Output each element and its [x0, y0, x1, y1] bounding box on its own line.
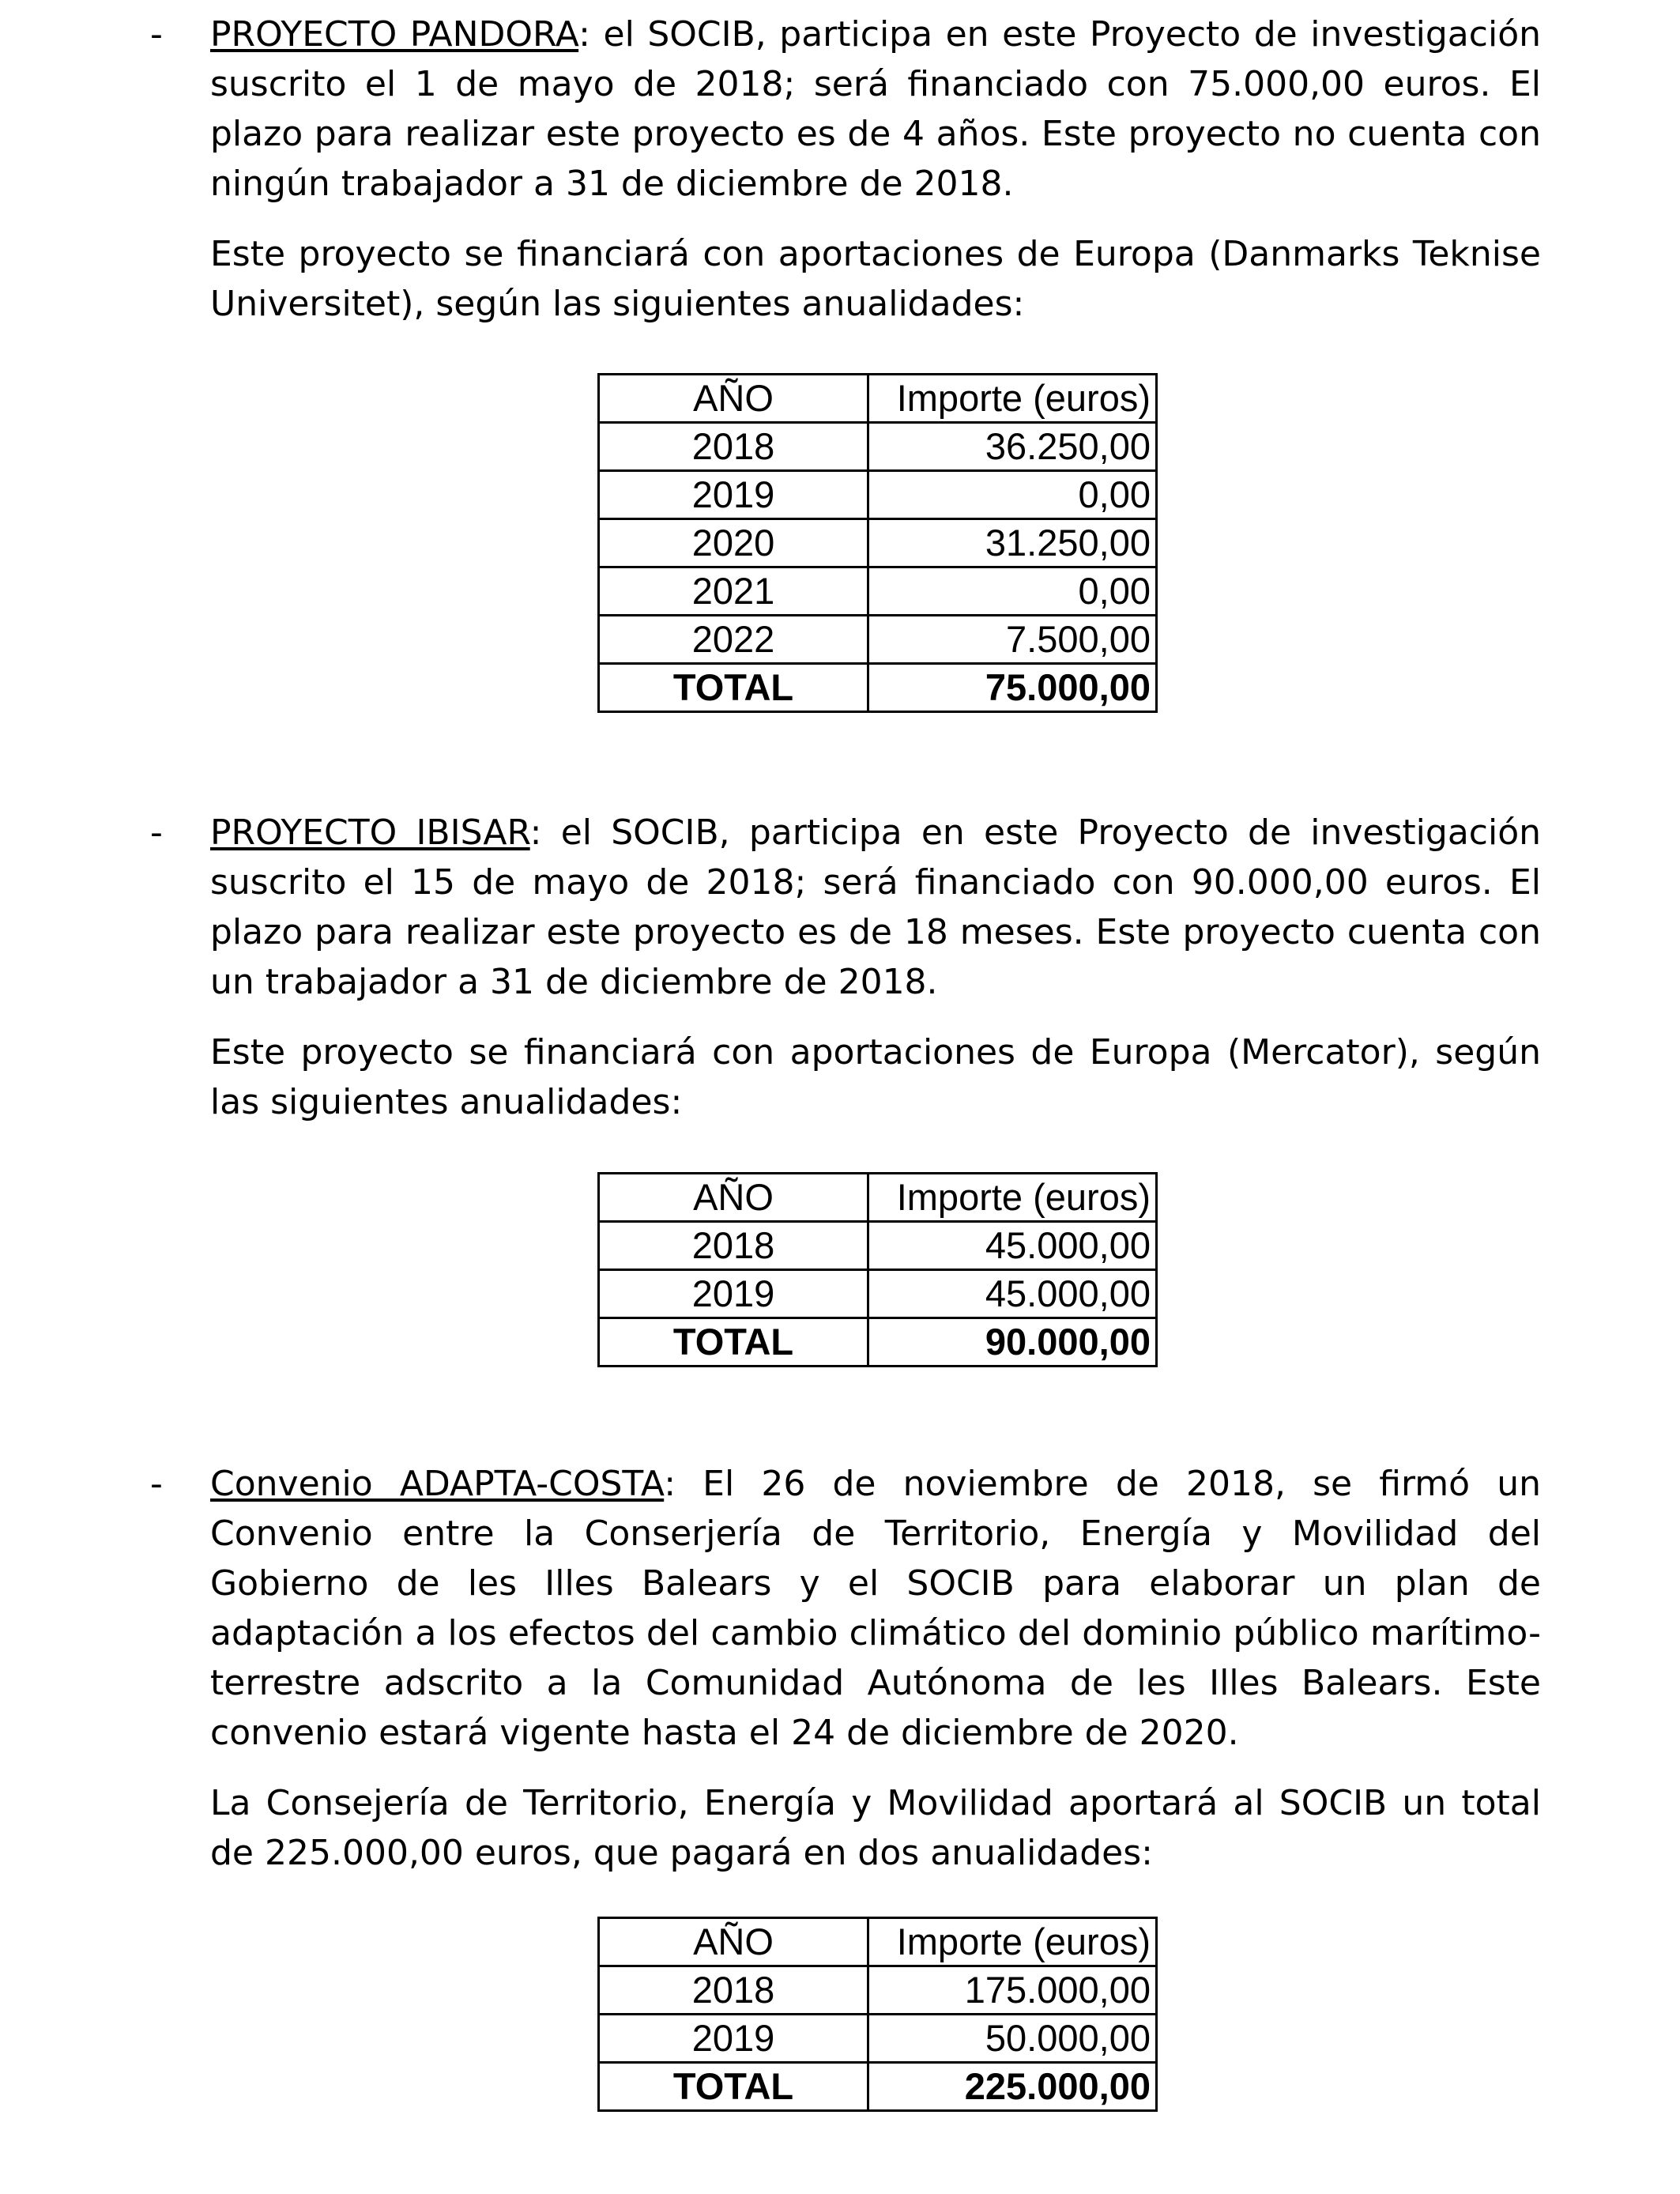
year-header: AÑO [599, 375, 868, 423]
table-row [599, 1222, 1157, 1270]
total-label: TOTAL [599, 664, 868, 712]
table-row [599, 567, 1157, 616]
section-title: Convenio ADAPTA-COSTA [210, 1464, 665, 1504]
list-dash: - [150, 812, 163, 853]
year-header: AÑO [599, 1918, 868, 1966]
total-amount: 225.000,00 [868, 2063, 1157, 2111]
amount-header: Importe (euros) [868, 1918, 1157, 1966]
total-label: TOTAL [599, 2063, 868, 2111]
year-header: AÑO [599, 1174, 868, 1222]
table-header-row [599, 1174, 1157, 1222]
year-cell: 2018 [599, 1222, 868, 1270]
amount-cell: 0,00 [868, 567, 1157, 616]
annuities-table-pandora [597, 373, 1158, 713]
annuities-table-adapta-costa [597, 1917, 1158, 2112]
section-adapta-costa [150, 1459, 1541, 1878]
amount-cell: 45.000,00 [868, 1270, 1157, 1318]
year-cell: 2019 [599, 2015, 868, 2063]
year-cell: 2018 [599, 1966, 868, 2015]
table-total-row [599, 2063, 1157, 2111]
amount-cell: 7.500,00 [868, 616, 1157, 664]
amount-cell: 31.250,00 [868, 519, 1157, 567]
section-text: : el SOCIB, participa en este Proyecto de investigación suscrito el 15 de mayo de 2018; será financiado con 90.000,00 euros. El plazo para realizar este proyecto es de 18 meses. Este proyecto cuenta con un trabajador a 31 de diciembre de 2018. [210, 812, 1542, 1002]
section-paragraph [210, 1459, 1541, 1758]
total-amount: 75.000,00 [868, 664, 1157, 712]
section-note: Este proyecto se financiará con aportaciones de Europa (Danmarks Teknise Universitet), según las siguientes anualidades: [210, 234, 1541, 324]
amount-cell: 36.250,00 [868, 423, 1157, 471]
table-total-row [599, 1318, 1157, 1367]
section-pandora [150, 9, 1541, 329]
total-label: TOTAL [599, 1318, 868, 1367]
annuities-table-ibisar [597, 1172, 1158, 1367]
year-cell: 2021 [599, 567, 868, 616]
year-cell: 2019 [599, 471, 868, 519]
year-cell: 2019 [599, 1270, 868, 1318]
table-row [599, 1270, 1157, 1318]
table-row [599, 519, 1157, 567]
amount-header: Importe (euros) [868, 375, 1157, 423]
table-header-row [599, 375, 1157, 423]
table-header-row [599, 1918, 1157, 1966]
amount-cell: 50.000,00 [868, 2015, 1157, 2063]
amount-cell: 0,00 [868, 471, 1157, 519]
amount-cell: 175.000,00 [868, 1966, 1157, 2015]
table-row [599, 471, 1157, 519]
total-amount: 90.000,00 [868, 1318, 1157, 1367]
section-text: : El 26 de noviembre de 2018, se firmó un Convenio entre la Conserjería de Territorio, Energía y Movilidad del Gobierno de les Illes Balears y el SOCIB para elaborar un plan de adaptación a los efectos del cambio climático del dominio público marítimo-terrestre adscrito a la Comunidad Autónoma de les Illes Balears. Este convenio estará vigente hasta el 24 de diciembre de 2020. [210, 1464, 1541, 1753]
year-cell: 2022 [599, 616, 868, 664]
amount-cell: 45.000,00 [868, 1222, 1157, 1270]
section-title: PROYECTO IBISAR [210, 812, 530, 853]
section-paragraph [210, 9, 1541, 209]
table-row [599, 616, 1157, 664]
section-title: PROYECTO PANDORA [210, 14, 579, 55]
section-ibisar [150, 808, 1541, 1127]
table-row [599, 1966, 1157, 2015]
amount-header: Importe (euros) [868, 1174, 1157, 1222]
year-cell: 2018 [599, 423, 868, 471]
list-dash: - [150, 1464, 163, 1504]
section-text: : el SOCIB, participa en este Proyecto de investigación suscrito el 1 de mayo de 2018; será financiado con 75.000,00 euros. El plazo para realizar este proyecto es de 4 años. Este proyecto no cuenta con ningún trabajador a 31 de diciembre de 2018. [210, 14, 1541, 204]
section-note: Este proyecto se financiará con aportaciones de Europa (Mercator), según las siguientes anualidades: [210, 1032, 1541, 1122]
section-note: La Consejería de Territorio, Energía y Movilidad aportará al SOCIB un total de 225.000,00 euros, que pagará en dos anualidades: [210, 1783, 1541, 1873]
table-total-row [599, 664, 1157, 712]
section-paragraph [210, 808, 1541, 1007]
table-row [599, 423, 1157, 471]
year-cell: 2020 [599, 519, 868, 567]
list-dash: - [150, 14, 163, 55]
table-row [599, 2015, 1157, 2063]
